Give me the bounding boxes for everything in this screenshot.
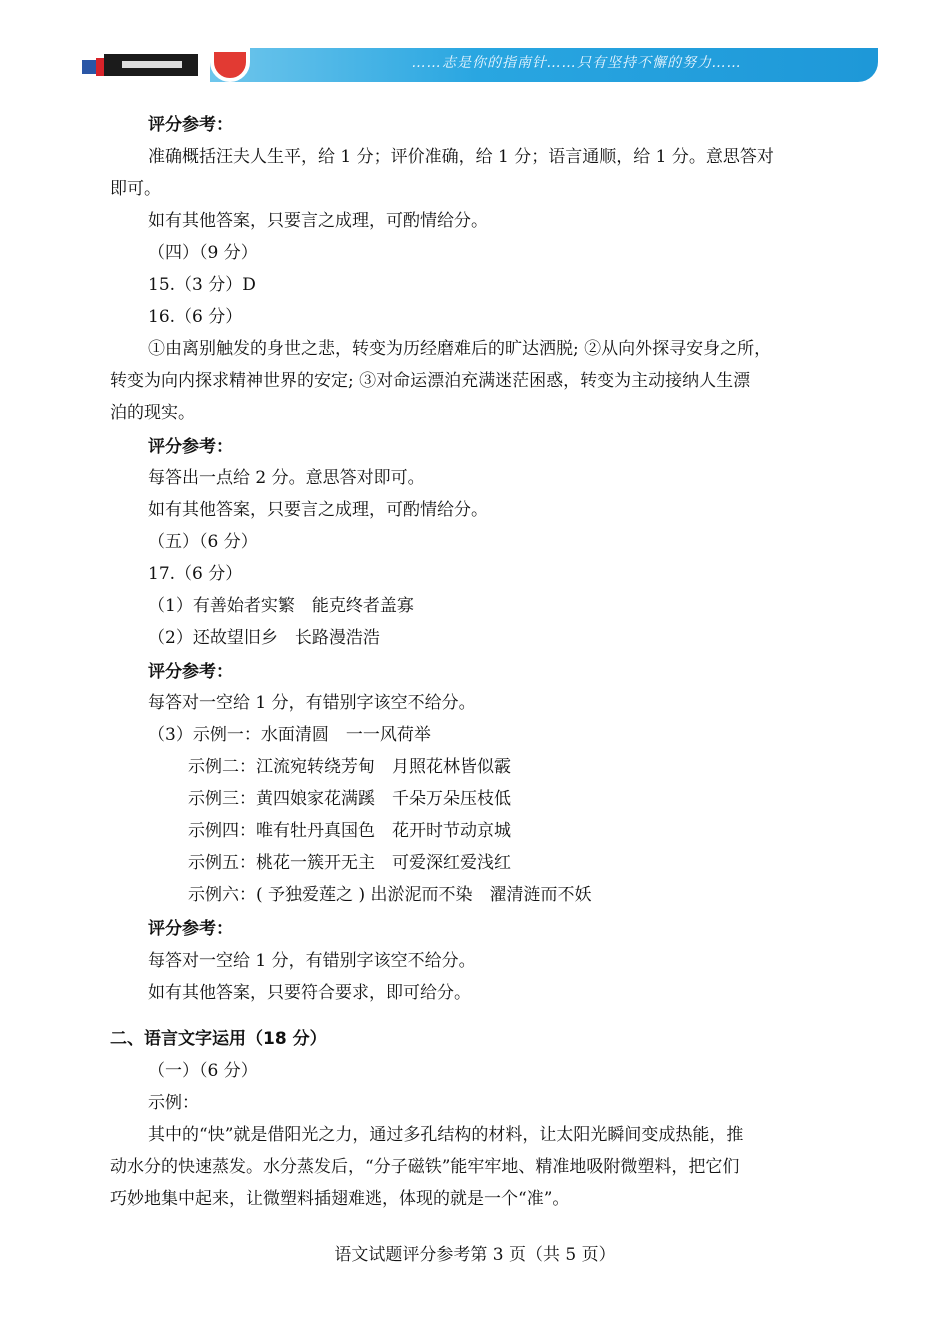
section-label: （四）（9 分） <box>148 243 258 263</box>
text-line: （3）示例一：水面清圆 一一风荷举 <box>148 725 431 745</box>
text-line: 准确概括汪夫人生平，给 1 分；评价准确，给 1 分；语言通顺，给 1 分。意思答对 <box>148 147 774 167</box>
text-line: 泊的现实。 <box>110 403 195 423</box>
text-line: 巧妙地集中起来，让微塑料插翅难逃，体现的就是一个“准”。 <box>110 1189 570 1209</box>
publisher-logo <box>82 54 198 76</box>
text-line: 每答对一空给 1 分，有错别字该空不给分。 <box>148 951 476 971</box>
text-line: 示例三：黄四娘家花满蹊 千朵万朵压枝低 <box>188 789 511 809</box>
section-label: （五）（6 分） <box>148 532 258 552</box>
section-label: （一）（6 分） <box>148 1061 258 1081</box>
scoring-heading: 评分参考： <box>148 919 233 939</box>
text-line: 转变为向内探求精神世界的安定; ③对命运漂泊充满迷茫困惑，转变为主动接纳人生漂 <box>110 371 751 391</box>
scoring-heading: 评分参考： <box>148 437 233 457</box>
text-line: 即可。 <box>110 179 161 199</box>
question-answer: 15.（3 分）D <box>148 275 256 295</box>
scoring-heading: 评分参考： <box>148 662 233 682</box>
text-line: 如有其他答案，只要言之成理，可酌情给分。 <box>148 211 488 231</box>
text-line: 示例六：( 予独爱莲之 ) 出淤泥而不染 濯清涟而不妖 <box>188 885 592 905</box>
header-banner-text: ……志是你的指南针……只有坚持不懈的努力…… <box>412 55 742 68</box>
page-header <box>0 0 950 88</box>
text-line: 其中的“快”就是借阳光之力，通过多孔结构的材料，让太阳光瞬间变成热能，推 <box>148 1125 744 1145</box>
page-footer: 语文试题评分参考第 3 页（共 5 页） <box>334 1245 616 1265</box>
question-label: 17.（6 分） <box>148 564 243 584</box>
text-line: 示例四：唯有牡丹真国色 花开时节动京城 <box>188 821 511 841</box>
text-line: 动水分的快速蒸发。水分蒸发后，“分子磁铁”能牢牢地、精准地吸附微塑料，把它们 <box>110 1157 740 1177</box>
text-line: ①由离别触发的身世之悲，转变为历经磨难后的旷达洒脱; ②从向外探寻安身之所， <box>148 339 772 359</box>
question-label: 16.（6 分） <box>148 307 243 327</box>
text-line: （2）还故望旧乡 长路漫浩浩 <box>148 628 380 648</box>
text-line: （1）有善始者实繁 能克终者盖寡 <box>148 596 414 616</box>
text-line: 示例： <box>148 1093 199 1113</box>
text-line: 每答出一点给 2 分。意思答对即可。 <box>148 468 425 488</box>
text-line: 如有其他答案，只要言之成理，可酌情给分。 <box>148 500 488 520</box>
text-line: 示例五：桃花一簇开无主 可爱深红爱浅红 <box>188 853 511 873</box>
text-line: 每答对一空给 1 分，有错别字该空不给分。 <box>148 693 476 713</box>
part-heading: 二、语言文字运用（18 分） <box>110 1029 327 1049</box>
scoring-heading: 评分参考： <box>148 115 233 135</box>
text-line: 示例二：江流宛转绕芳甸 月照花林皆似霰 <box>188 757 511 777</box>
text-line: 如有其他答案，只要符合要求，即可给分。 <box>148 983 471 1003</box>
